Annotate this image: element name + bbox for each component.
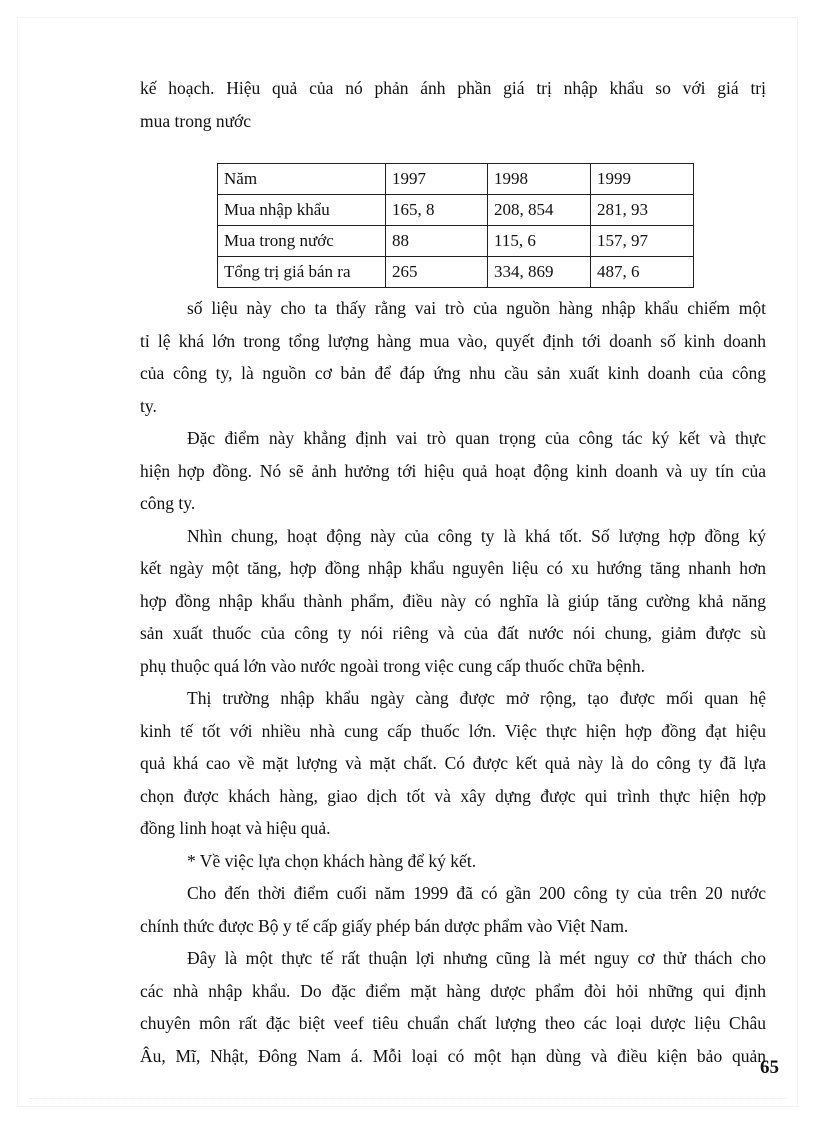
table-cell: Năm <box>218 164 386 195</box>
text-line: hiện hợp đồng. Nó sẽ ảnh hưởng tới hiệu quả hoạt động kinh doanh và uy tín của <box>140 460 766 481</box>
table-cell: 1997 <box>386 164 488 195</box>
table-cell: 115, 6 <box>488 226 591 257</box>
text-line: chính thức được Bộ y tế cấp giấy phép bán dược phẩm vào Việt Nam. <box>140 915 629 936</box>
paragraph <box>140 942 766 1072</box>
table-cell: Tổng trị giá bán ra <box>218 257 386 288</box>
text-line: sản xuất thuốc của công ty nói riêng và của đất nước nói chung, giảm được sù <box>140 623 766 643</box>
intro-paragraph <box>140 72 766 137</box>
table-cell: 88 <box>386 226 488 257</box>
text-line: công ty. <box>140 493 196 513</box>
table-row <box>218 226 694 257</box>
text-line: số liệu này cho ta thấy rằng vai trò của nguồn hàng nhập khẩu chiếm một <box>187 298 766 318</box>
table-cell: 487, 6 <box>591 257 694 288</box>
table-row <box>218 257 694 288</box>
paragraph <box>140 845 766 878</box>
body-text <box>140 292 766 1072</box>
text-line: Nhìn chung, hoạt động này của công ty là khá tốt. Số lượng hợp đồng ký <box>187 525 766 546</box>
text-line: chọn được khách hàng, giao dịch tốt và xây dựng được qui trình thực hiện hợp <box>140 785 766 806</box>
table-cell: Mua nhập khẩu <box>218 195 386 226</box>
page-number: 65 <box>760 1057 779 1078</box>
paragraph <box>140 422 766 520</box>
text-line: kế hoạch. Hiệu quả của nó phản ánh phần giá trị nhập khẩu so với giá trị <box>140 78 766 98</box>
text-line: Đây là một thực tế rất thuận lợi nhưng cũng là mét nguy cơ thử thách cho <box>187 948 766 968</box>
table-cell: 265 <box>386 257 488 288</box>
paragraph <box>140 877 766 942</box>
text-line: quả khá cao về mặt lượng và mặt chất. Có được kết quả này là do công ty đã lựa <box>140 753 766 773</box>
bottom-divider <box>30 1098 786 1099</box>
text-line: hợp đồng nhập khẩu thành phẩm, điều này có nghĩa là giúp tăng cường khả năng <box>140 590 766 611</box>
text-line: mua trong nước <box>140 110 252 131</box>
table-cell: 334, 869 <box>488 257 591 288</box>
paragraph <box>140 292 766 422</box>
text-line: của công ty, là nguồn cơ bản để đáp ứng nhu cầu sản xuất kinh doanh của công <box>140 363 766 383</box>
text-line: Cho đến thời điểm cuối năm 1999 đã có gần 200 công ty của trên 20 nước <box>187 883 766 903</box>
paragraph <box>140 682 766 845</box>
text-line: Đặc điểm này khẳng định vai trò quan trọng của công tác ký kết và thực <box>187 428 766 448</box>
text-line: Âu, Mĩ, Nhật, Đông Nam á. Mỗi loại có một hạn dùng và điều kiện bảo quản <box>140 1045 766 1066</box>
text-line: tỉ lệ khá lớn trong tổng lượng hàng mua vào, quyết định tới doanh số kinh doanh <box>140 330 766 351</box>
text-line: kết ngày một tăng, hợp đồng nhập khẩu nguyên liệu có xu hướng tăng nhanh hơn <box>140 558 766 578</box>
table-cell: Mua trong nước <box>218 226 386 257</box>
paragraph <box>140 520 766 683</box>
table-cell: 1998 <box>488 164 591 195</box>
table-cell: 281, 93 <box>591 195 694 226</box>
table-cell: 1999 <box>591 164 694 195</box>
import-data-table <box>217 163 694 288</box>
text-line: Thị trường nhập khẩu ngày càng được mở rộng, tạo được mối quan hệ <box>187 688 766 708</box>
text-line: chuyên môn rất đặc biệt veef tiêu chuẩn chất lượng theo các loại dược liệu Châu <box>140 1013 766 1033</box>
table-cell: 208, 854 <box>488 195 591 226</box>
text-line: kinh tế tốt với nhiều nhà cung cấp thuốc lớn. Việc thực hiện hợp đồng đạt hiệu <box>140 720 766 741</box>
text-line: các nhà nhập khẩu. Do đặc điểm mặt hàng dược phẩm đòi hỏi những qui định <box>140 980 766 1001</box>
text-line: * Về việc lựa chọn khách hàng để ký kết. <box>187 850 477 871</box>
table-header-row <box>218 164 694 195</box>
table-cell: 157, 97 <box>591 226 694 257</box>
text-line: đồng linh hoạt và hiệu quả. <box>140 818 331 838</box>
table-cell: 165, 8 <box>386 195 488 226</box>
table-row <box>218 195 694 226</box>
text-line: ty. <box>140 395 157 416</box>
text-line: phụ thuộc quá lớn vào nước ngoài trong việc cung cấp thuốc chữa bệnh. <box>140 655 645 676</box>
